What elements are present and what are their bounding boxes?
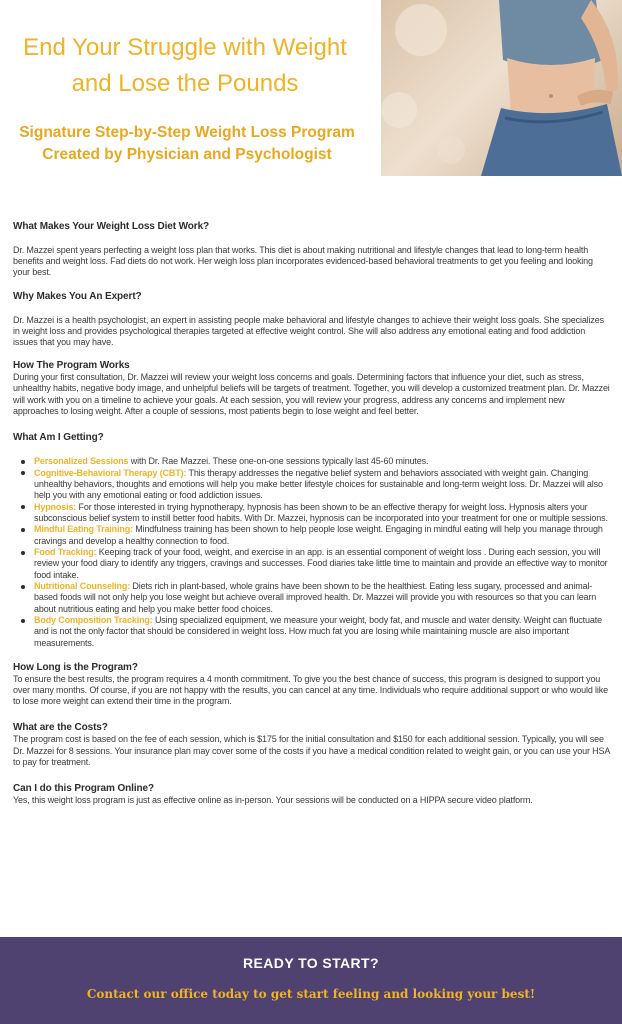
benefit-text: Keeping track of your food, weight, and exercise in an app. is an essential component of weight loss . During each session, you will review your food diary to identify any triggers, cravings and successes. Food diaries take little time to maintain and provide an effective way to monitor food intake.: [34, 547, 608, 580]
hero-title-line2: and Lose the Pounds: [71, 70, 299, 97]
list-item: [21, 468, 611, 502]
list-item: [21, 581, 611, 615]
hero-photo: [381, 0, 622, 176]
section-heading: What Am I Getting?: [13, 432, 104, 444]
benefit-term: Nutritional Counseling:: [34, 581, 131, 592]
benefit-text: For those interested in trying hypnotherapy, hypnosis has been shown to be an effective therapy for weight loss. Hypnosis alters your subconscious belief system to instill better food habits. With Dr. Mazzei, hypnosis can be incorporated into your treatment for one or multiple sessions.: [34, 501, 608, 523]
section-expert: [13, 290, 611, 349]
section-heading: How The Program Works: [13, 360, 130, 372]
section-body: Yes, this weight loss program is just as effective online as in-person. Your sessions will be conducted on a HIPPA secure video platform.: [13, 795, 533, 806]
bullet-icon: [21, 551, 25, 555]
hero-subtitle: [0, 122, 374, 166]
bullet-icon: [21, 619, 25, 623]
benefits-list: [21, 456, 611, 649]
section-heading: How Long is the Program?: [13, 661, 138, 673]
section-costs: [13, 721, 611, 768]
benefit-term: Hypnosis:: [34, 501, 77, 512]
section-online: [13, 782, 611, 806]
hero-banner: [0, 0, 622, 192]
section-heading: Why Makes You An Expert?: [13, 290, 142, 302]
bullet-icon: [21, 471, 25, 475]
list-item: [21, 547, 611, 581]
cta-footer: [0, 937, 622, 1024]
list-item: [21, 456, 611, 467]
bullet-icon: [21, 505, 25, 509]
section-body: Dr. Mazzei spent years perfecting a weight loss plan that works. This diet is about making nutritional and lifestyle changes that lead to long-term health benefits and weight loss. Fad diets do not work. Her weigh loss plan incorporates evidenced-based behavioral treatments to get you feeling and looking your best.: [13, 245, 593, 278]
section-body: The program cost is based on the fee of each session, which is $175 for the initial consultation and $150 for each additional session. Typically, you will see Dr. Mazzei for 8 sessions. Your insurance plan may cover some of the costs if you have a medical condition related to weight gain, or you can use your HSA to pay for treatment.: [13, 734, 610, 767]
section-diet-work: [13, 220, 611, 279]
hero-subtitle-line2: Created by Physician and Psychologist: [42, 146, 332, 163]
benefit-term: Body Composition Tracking:: [34, 615, 153, 626]
list-item: [21, 502, 611, 524]
benefit-text: Mindfulness training has been shown to help people lose weight. Engaging in mindful eating will help you manage through cravings and develop a healthy connection to food.: [34, 524, 603, 546]
section-body: During your first consultation, Dr. Mazzei will review your weight loss concerns and goals. Determining factors that influence your diet, such as stress, unhealthy habits, negative body image, and unhelpful beliefs will be targets of treatment. Together, you will develop a customized treatment plan. Dr. Mazzei will work with you on a timeline to achieve your goals. At each session, you will review your progress, address any concerns and implement new approaches to losing weight. After a couple of sessions, most patients begin to lose weight and feel better.: [13, 372, 610, 416]
section-getting: [13, 431, 611, 649]
bullet-icon: [21, 585, 25, 589]
bullet-icon: [21, 460, 25, 464]
section-how-long: [13, 661, 611, 708]
benefit-term: Food Tracking:: [34, 547, 97, 558]
article-content: [13, 220, 611, 817]
list-item: [21, 615, 611, 649]
section-how-works: [13, 359, 611, 417]
bullet-icon: [21, 528, 25, 532]
weight-loss-photo-illustration: [381, 0, 622, 176]
section-heading: Can I do this Program Online?: [13, 783, 155, 795]
hero-title: [0, 30, 370, 102]
cta-subtitle: Contact our office today to get start feeling and looking your best!: [86, 987, 536, 1001]
section-heading: What are the Costs?: [13, 722, 108, 734]
section-heading: What Makes Your Weight Loss Diet Work?: [13, 221, 210, 232]
benefit-term: Mindful Eating Training:: [34, 524, 133, 535]
list-item: [21, 524, 611, 546]
section-body: Dr. Mazzei is a health psychologist, an expert in assisting people make behavioral and lifestyle changes to achieve their weight loss goals. She specializes in weight loss and provides psychological therapies targeted at effective weight control. She will also address any emotional eating and food addiction issues that you may have.: [13, 314, 604, 348]
cta-title: READY TO START?: [243, 955, 379, 971]
benefit-text: with Dr. Rae Mazzei. These one-on-one sessions typically last 45-60 minutes.: [128, 456, 429, 467]
benefit-text: Using specialized equipment, we measure your weight, body fat, and muscle and water density. Weight can fluctuate and is not the only factor that should be considered in weight loss. How much fat you are losing while maintaining muscle are also important measurements.: [34, 615, 602, 648]
hero-subtitle-line1: Signature Step-by-Step Weight Loss Program: [19, 124, 355, 141]
benefit-text: Diets rich in plant-based, whole grains have been shown to be the healthiest. Eating less sugary, processed and animal-based foods will not only help you lose weight but achieve overall improved health. Dr. Mazzei will provide you with resources so that you can learn about nutritious eating and help you make better food choices.: [34, 581, 597, 614]
benefit-text: This therapy addresses the negative belief system and behaviors associated with weight gain. Changing unhealthy behaviors, thoughts and emotions will help you make better lifestyle choices for sustainable and long-term weight loss. Dr. Mazzei will also help you with any emotional eating or food addiction issues.: [34, 467, 603, 501]
benefit-term: Personalized Sessions: [34, 456, 129, 467]
hero-title-line1: End Your Struggle with Weight: [23, 34, 347, 61]
benefit-term: Cognitive-Behavioral Therapy (CBT):: [34, 467, 187, 478]
section-body: To ensure the best results, the program requires a 4 month commitment. To give you the best chance of success, this program is designed to support you over many months. Of course, if you are not happy with the results, you can cancel at any time. Individuals who require additional support or who would like to lose more weight can extend their time in the program.: [13, 673, 608, 707]
